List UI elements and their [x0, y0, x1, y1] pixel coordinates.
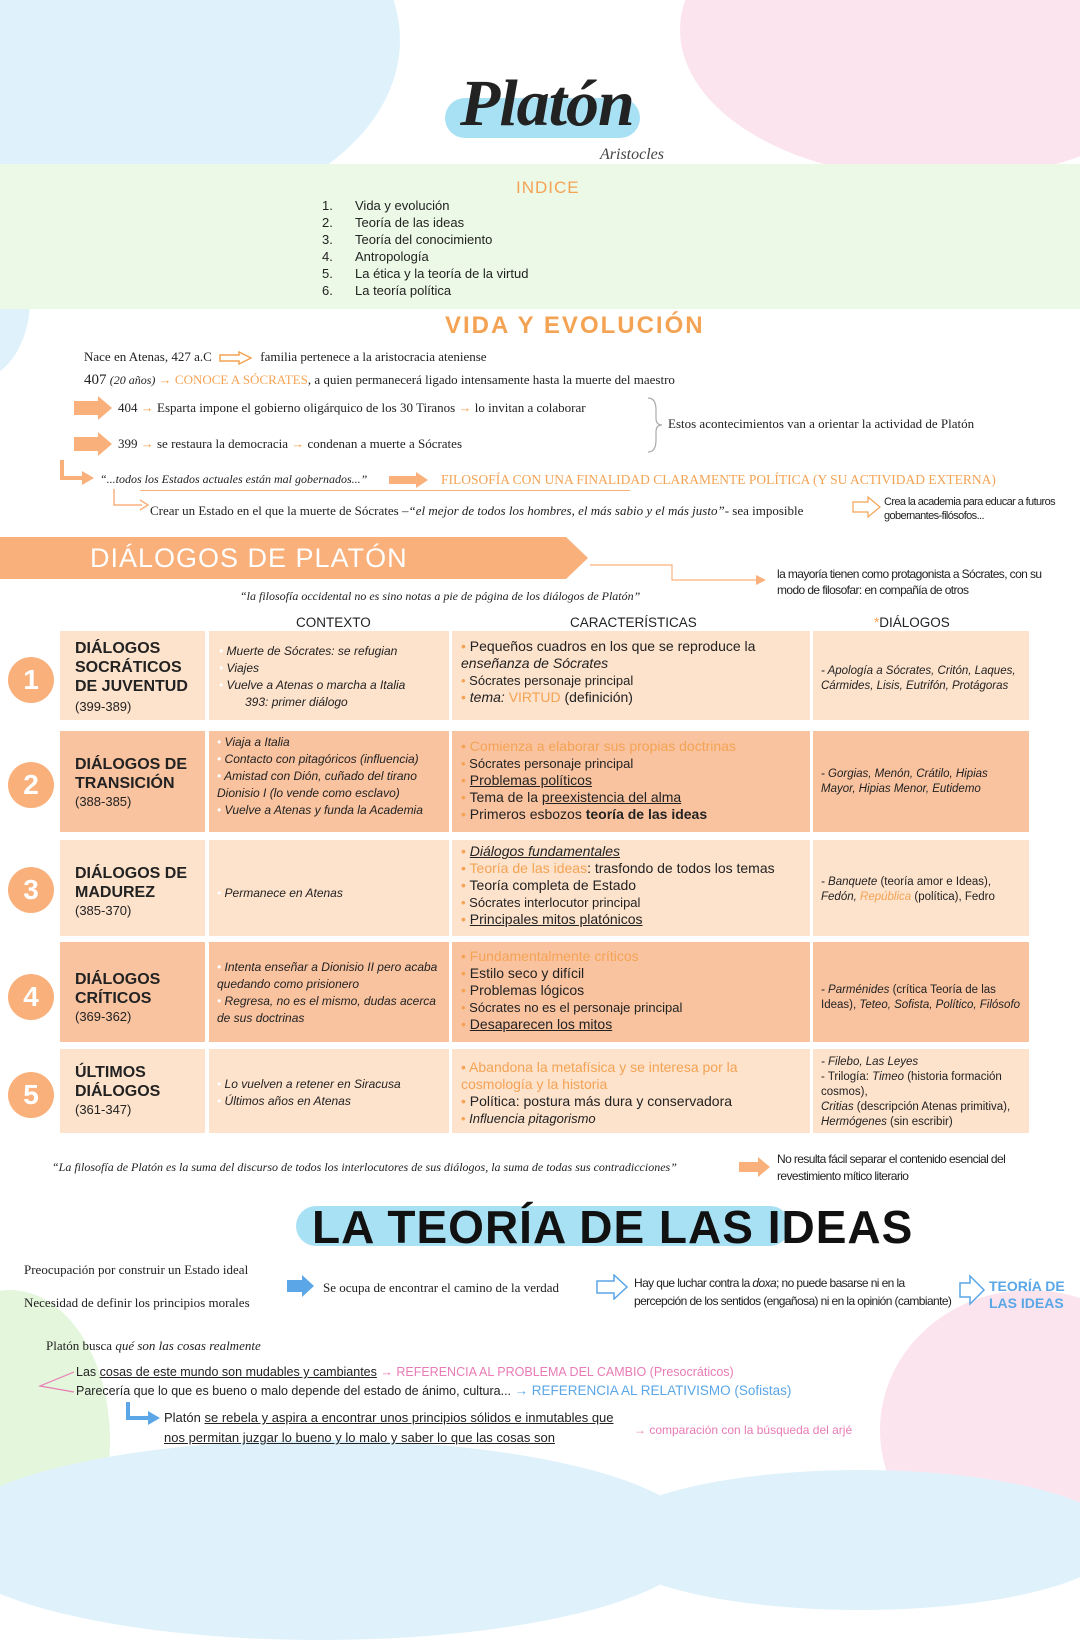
dialogos-bottom-quote: “La filosofía de Platón es la suma del discurso de todos los interlocutores de sus diálogos, la suma de todas sus contradicciones”	[52, 1160, 677, 1174]
bg-blob-blue-bottom	[0, 1440, 700, 1640]
row5-context-cell: • Lo vuelven a retener en Siracusa • Últimos años en Atenas	[209, 1049, 449, 1133]
vida-line2: 407 (20 años) → CONOCE A SÓCRATES, a quien permanecerá ligado intensamente hasta la muerte del maestro	[84, 372, 675, 388]
row1-dialogos-cell: - Apología a Sócrates, Critón, Laques, Cármides, Lisis, Eutrifón, Protágoras	[813, 631, 1029, 720]
bg-blob-blue-bottom-right	[600, 1470, 1080, 1610]
branch-lines-icon	[36, 1364, 76, 1396]
index-item[interactable]: 1. Vida y evolución	[322, 198, 450, 213]
index-item[interactable]: 5. La ética y la teoría de la virtud	[322, 266, 529, 281]
row3-context-cell: • Permanece en Atenas	[209, 840, 449, 936]
row2-dialogos-cell: - Gorgias, Menón, Crátilo, Hipias Mayor, Hipias Menor, Eutidemo	[813, 731, 1029, 832]
row4-context-cell: • Intenta enseñar a Dionisio II pero acaba quedando como prisionero • Regresa, no es el mismo, dudas acerca de sus doctrinas	[209, 942, 449, 1042]
vida-line1: Nace en Atenas, 427 a.C familia pertenece a la aristocracia ateniense	[84, 349, 487, 364]
ideas-pre2: Necesidad de definir los principios morales	[24, 1295, 250, 1310]
ideas-rebela: Platón se rebela y aspira a encontrar unos principios sólidos e inmutables que nos permitan juzgar lo bueno y lo malo y saber lo que las cosas son	[164, 1410, 614, 1445]
col-header-caracteristicas: CARACTERÍSTICAS	[570, 615, 697, 630]
ideas-ocupa: Se ocupa de encontrar el camino de la verdad	[323, 1280, 560, 1295]
row4-name-cell: DIÁLOGOS CRÍTICOS (369-362)	[60, 942, 205, 1042]
col-header-contexto: CONTEXTO	[296, 615, 371, 630]
dialogos-quote: “la filosofía occidental no es sino notas a pie de página de los diálogos de Platón”	[240, 589, 641, 603]
dialogos-bottom-note: No resulta fácil separar el contenido esencial del revestimiento mítico literario	[777, 1152, 1006, 1183]
ideas-teoria: TEORÍA DE LAS IDEAS	[989, 1278, 1065, 1311]
corner-arrow-icon	[58, 460, 98, 486]
dialogos-banner: DIÁLOGOS DE PLATÓN	[90, 543, 408, 573]
row-number-4: 4	[8, 974, 54, 1020]
row1-name-cell: DIÁLOGOS SOCRÁTICOS DE JUVENTUD (399-389)	[60, 631, 205, 720]
connector-arrow-icon	[590, 562, 770, 588]
row3-dialogos-cell: - Banquete (teoría amor e Ideas), Fedón, República (política), Fedro	[813, 840, 1029, 936]
arrow-icon	[596, 1274, 630, 1300]
academia-note: Crea la academia para educar a futuros gobernantes-filósofos...	[884, 496, 1056, 522]
index-heading: INDICE	[516, 178, 580, 197]
brace-note: Estos acontecimientos van a orientar la actividad de Platón	[668, 416, 975, 431]
row-number-2: 2	[8, 762, 54, 808]
row-number-3: 3	[8, 867, 54, 913]
ideas-busca: Platón busca qué son las cosas realmente	[46, 1338, 261, 1353]
row1-context-cell: • Muerte de Sócrates: se refugian • Viajes • Vuelve a Atenas o marcha a Italia 393: primer diálogo	[209, 631, 449, 720]
corner-arrow-icon	[124, 1402, 164, 1428]
row5-dialogos-cell: - Filebo, Las Leyes - Trilogía: Timeo (historia formación cosmos), Critias (descripción Atenas primitiva), Hermógenes (sin escribir)	[813, 1049, 1029, 1133]
row-number-5: 5	[8, 1072, 54, 1118]
ideas-luchar: Hay que luchar contra la doxa; no puede basarse ni en la percepción de los sentidos (engañosa) ni en la opinión (cambiante)	[634, 1276, 952, 1308]
index-item[interactable]: 6. La teoría política	[322, 283, 452, 298]
event-404: 404 → Esparta impone el gobierno oligárquico de los 30 Tiranos → lo invitan a colaborar	[118, 400, 586, 415]
row3-name-cell: DIÁLOGOS DE MADUREZ (385-370)	[60, 840, 205, 936]
row4-dialogos-cell: - Parménides (crítica Teoría de las Ideas), Teteo, Sofista, Político, Filósofo	[813, 942, 1029, 1042]
index-item[interactable]: 2. Teoría de las ideas	[322, 215, 465, 230]
row1-caract-cell: • Pequeños cuadros en los que se reproduce la enseñanza de Sócrates • Sócrates personaje principal • tema: VIRTUD (definición)	[452, 631, 810, 720]
page-title: Platón	[460, 67, 634, 140]
vida-filosofia: FILOSOFÍA CON UNA FINALIDAD CLARAMENTE POLÍTICA (Y SU ACTIVIDAD EXTERNA)	[441, 472, 996, 487]
index-item[interactable]: 3. Teoría del conocimiento	[322, 232, 493, 247]
index-item[interactable]: 4. Antropología	[322, 249, 429, 264]
index-list	[322, 197, 528, 299]
vida-crear: Crear un Estado en el que la muerte de Sócrates –“el mejor de todos los hombres, el más sabio y el más justo”- sea imposible	[150, 503, 804, 518]
row5-name-cell: ÚLTIMOS DIÁLOGOS (361-347)	[60, 1049, 205, 1133]
arrow-icon	[219, 351, 253, 365]
ideas-parece: Parecería que lo que es bueno o malo depende del estado de ánimo, cultura... → REFERENCIA AL RELATIVISMO (Sofistas)	[76, 1383, 792, 1398]
ideas-cosas: Las cosas de este mundo son mudables y cambiantes → REFERENCIA AL PROBLEMA DEL CAMBIO (Presocráticos)	[76, 1365, 734, 1379]
event-399: 399 → se restaura la democracia → condenan a muerte a Sócrates	[118, 436, 462, 451]
brace-icon	[646, 396, 664, 454]
row5-caract-cell: • Abandona la metafísica y se interesa por la cosmología y la historia • Política: postura más dura y conservadora • Influencia pitagorismo	[452, 1049, 810, 1133]
block-arrow-icon	[286, 1274, 316, 1298]
col-header-dialogos: *DIÁLOGOS	[874, 615, 950, 630]
dialogos-side-note: la mayoría tienen como protagonista a Sócrates, con su modo de filosofar: en compañía de otros	[777, 567, 1042, 597]
corner-line-icon	[112, 489, 152, 513]
arrow-icon	[958, 1274, 986, 1306]
vida-quote: “...todos los Estados actuales están mal gobernados...”	[100, 472, 368, 486]
block-arrow-icon	[738, 1157, 772, 1177]
row2-context-cell: • Viaja a Italia • Contacto con pitagóricos (influencia) • Amistad con Dión, cuñado del tirano Dionisio I (lo vende como esclavo) • Vuelve a Atenas y funda la Academia	[209, 731, 449, 832]
ideas-arje: → comparación con la búsqueda del arjé	[634, 1423, 853, 1437]
bg-blob-pink	[680, 0, 1080, 180]
row2-caract-cell: • Comienza a elaborar sus propias doctrinas • Sócrates personaje principal • Problemas políticos • Tema de la preexistencia del alma • Primeros esbozos teoría de las ideas	[452, 731, 810, 832]
row-number-1: 1	[8, 657, 54, 703]
arrow-icon	[852, 496, 882, 518]
underline-line	[140, 490, 630, 491]
vida-heading: VIDA Y EVOLUCIÓN	[445, 312, 705, 339]
ideas-heading: LA TEORÍA DE LAS IDEAS	[312, 1201, 914, 1253]
block-arrow-icon	[388, 472, 430, 488]
row2-name-cell: DIÁLOGOS DE TRANSICIÓN (388-385)	[60, 731, 205, 832]
page-subtitle: Aristocles	[600, 146, 664, 163]
row3-caract-cell: • Diálogos fundamentales • Teoría de las ideas: trasfondo de todos los temas • Teoría completa de Estado • Sócrates interlocutor principal • Principales mitos platónicos	[452, 840, 810, 936]
ideas-pre1: Preocupación por construir un Estado ideal	[24, 1262, 249, 1277]
block-arrows-icon	[72, 396, 114, 458]
row4-caract-cell: • Fundamentalmente críticos • Estilo seco y difícil • Problemas lógicos • Sócrates no es el personaje principal • Desaparecen los mitos	[452, 942, 810, 1042]
